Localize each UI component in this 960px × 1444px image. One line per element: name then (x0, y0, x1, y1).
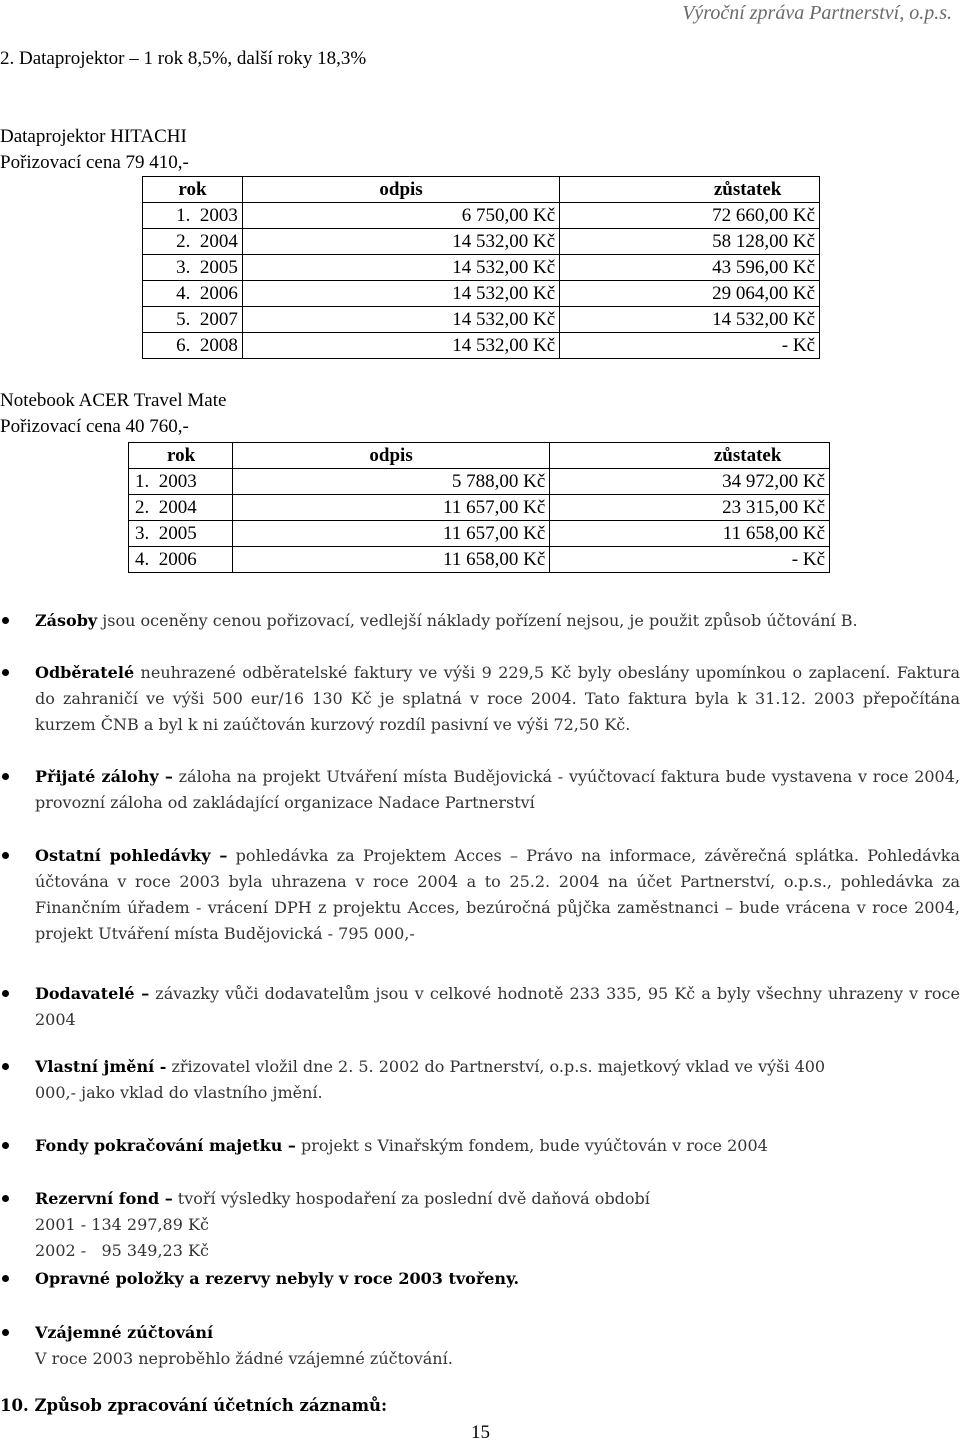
row-number: 5. (176, 308, 191, 330)
row-odpis: 11 658,00 Kč (232, 547, 549, 573)
section-heading: 2. Dataprojektor – 1 rok 8,5%, další roky 18,3% (0, 48, 367, 69)
bullet-title: Dodavatelé – (35, 984, 150, 1003)
row-odpis: 14 532,00 Kč (242, 255, 559, 281)
col-odpis-header: odpis (242, 177, 559, 203)
asset1-table (142, 176, 820, 359)
row-number: 3. (176, 256, 191, 278)
row-zustatek: - Kč (560, 333, 820, 359)
row-odpis: 11 657,00 Kč (232, 495, 549, 521)
row-year: 2004 (199, 230, 238, 252)
asset2-cost: Pořizovací cena 40 760,- (0, 416, 189, 437)
bullet-icon (2, 669, 9, 676)
row-odpis: 14 532,00 Kč (242, 333, 559, 359)
table-row (143, 281, 820, 307)
row-year: 2006 (199, 282, 238, 304)
bullet-icon (2, 1142, 9, 1149)
bullet-title: Ostatní pohledávky – (35, 846, 228, 865)
row-zustatek: 34 972,00 Kč (550, 469, 830, 495)
row-number: 1. (176, 204, 191, 226)
row-year: 2005 (199, 256, 238, 278)
bullet-icon (2, 1195, 9, 1202)
row-year: 2004 (158, 496, 197, 518)
bullet-body: jsou oceněny cenou pořizovací, vedlejší náklady pořízení nejsou, je použit způsob účtování B. (97, 611, 858, 630)
bullet-title: Rezervní fond – (35, 1189, 173, 1208)
col-rok-header: rok (129, 443, 233, 469)
table-row (129, 521, 830, 547)
reserve-2002: 2002 - 95 349,23 Kč (35, 1241, 209, 1260)
row-zustatek: 11 658,00 Kč (550, 521, 830, 547)
bullet-icon (2, 990, 9, 997)
asset2-table (128, 442, 830, 573)
asset1-cost: Pořizovací cena 79 410,- (0, 152, 189, 173)
row-zustatek: 72 660,00 Kč (560, 203, 820, 229)
row-year: 2003 (199, 204, 238, 226)
bullet-icon (2, 617, 9, 624)
bullet-icon (2, 852, 9, 859)
section-10-heading: 10. Způsob zpracování účetních záznamů: (0, 1396, 388, 1415)
asset2-name: Notebook ACER Travel Mate (0, 390, 227, 411)
row-number: 4. (176, 282, 191, 304)
table-row (143, 203, 820, 229)
bullet-title: Opravné položky a rezervy nebyly v roce 2003 tvořeny. (35, 1269, 520, 1288)
row-year: 2005 (158, 522, 197, 544)
table-row (129, 469, 830, 495)
col-zustatek-header: zůstatek (550, 443, 830, 469)
col-odpis-header: odpis (232, 443, 549, 469)
running-header: Výroční zpráva Partnerství, o.p.s. (682, 2, 952, 24)
row-year: 2008 (199, 334, 238, 356)
bullet-body: neuhrazené odběratelské faktury ve výši 9 229,5 Kč byly obeslány upomínkou o zaplacení. Faktura do zahraničí ve výši 500 eur/16 130 Kč je splatná v roce 2004. Tato faktura byla k 31.12. 2003 přepočítána kurzem ČNB a byl k ni zaúčtován kurzový rozdíl pasivní ve výši 72,50 Kč. (35, 663, 960, 734)
bullet-body: záloha na projekt Utváření místa Budějovická - vyúčtovací faktura bude vystavena v roce 2004, provozní záloha od zakládající organizace Nadace Partnerství (35, 767, 960, 812)
row-odpis: 6 750,00 Kč (242, 203, 559, 229)
bullet-body: pohledávka za Projektem Acces – Právo na informace, závěrečná splátka. Pohledávka účtována v roce 2003 byla uhrazena v roce 2004 a to 25.2. 2004 na účet Partnerství, o.p.s., pohledávka za Finančním úřadem - vrácení DPH z projektu Acces, bezúročná půjčka zaměstnanci – bude vrácena v roce 2004, projekt Utváření místa Budějovická - 795 000,- (35, 846, 960, 943)
row-odpis: 11 657,00 Kč (232, 521, 549, 547)
bullet-icon (2, 1063, 9, 1070)
table-row (143, 229, 820, 255)
row-number: 6. (176, 334, 191, 356)
row-odpis: 14 532,00 Kč (242, 281, 559, 307)
row-year: 2003 (158, 470, 197, 492)
row-year: 2007 (199, 308, 238, 330)
row-zustatek: 29 064,00 Kč (560, 281, 820, 307)
bullet-title: Přijaté zálohy – (35, 767, 173, 786)
bullet-body: V roce 2003 neproběhlo žádné vzájemné zúčtování. (35, 1349, 453, 1368)
row-number: 3. (135, 522, 150, 544)
row-odpis: 14 532,00 Kč (242, 307, 559, 333)
row-odpis: 14 532,00 Kč (242, 229, 559, 255)
row-zustatek: 58 128,00 Kč (560, 229, 820, 255)
row-odpis: 5 788,00 Kč (232, 469, 549, 495)
bullet-title: Vzájemné zúčtování (35, 1323, 214, 1342)
asset1-name: Dataprojektor HITACHI (0, 126, 187, 147)
row-year: 2006 (158, 548, 197, 570)
row-number: 1. (135, 470, 150, 492)
page-number: 15 (471, 1422, 490, 1443)
bullet-body: projekt s Vinařským fondem, bude vyúčtován v roce 2004 (295, 1136, 768, 1155)
table-row (129, 495, 830, 521)
row-zustatek: 43 596,00 Kč (560, 255, 820, 281)
bullet-title: Odběratelé (35, 663, 135, 682)
row-number: 4. (135, 548, 150, 570)
bullet-icon (2, 773, 9, 780)
bullet-body: tvoří výsledky hospodaření za poslední dvě daňová období (172, 1189, 650, 1208)
table-header-row (129, 443, 830, 469)
bullet-body: závazky vůči dodavatelům jsou v celkové hodnotě 233 335, 95 Kč a byly všechny uhrazeny v roce 2004 (35, 984, 960, 1029)
table-row (143, 333, 820, 359)
table-row (143, 255, 820, 281)
bullet-title: Zásoby (35, 611, 98, 630)
bullet-icon (2, 1329, 9, 1336)
row-zustatek: - Kč (550, 547, 830, 573)
table-row (129, 547, 830, 573)
col-zustatek-header: zůstatek (560, 177, 820, 203)
reserve-2001: 2001 - 134 297,89 Kč (35, 1215, 209, 1234)
bullet-body: zřizovatel vložil dne 2. 5. 2002 do Partnerství, o.p.s. majetkový vklad ve výši 400 000,- jako vklad do vlastního jmění. (35, 1057, 826, 1102)
bullet-title: Vlastní jmění - (35, 1057, 167, 1076)
col-rok-header: rok (143, 177, 243, 203)
bullet-title: Fondy pokračování majetku – (35, 1136, 296, 1155)
row-zustatek: 14 532,00 Kč (560, 307, 820, 333)
row-number: 2. (176, 230, 191, 252)
table-row (143, 307, 820, 333)
row-zustatek: 23 315,00 Kč (550, 495, 830, 521)
row-number: 2. (135, 496, 150, 518)
bullet-icon (2, 1275, 9, 1282)
table-header-row (143, 177, 820, 203)
